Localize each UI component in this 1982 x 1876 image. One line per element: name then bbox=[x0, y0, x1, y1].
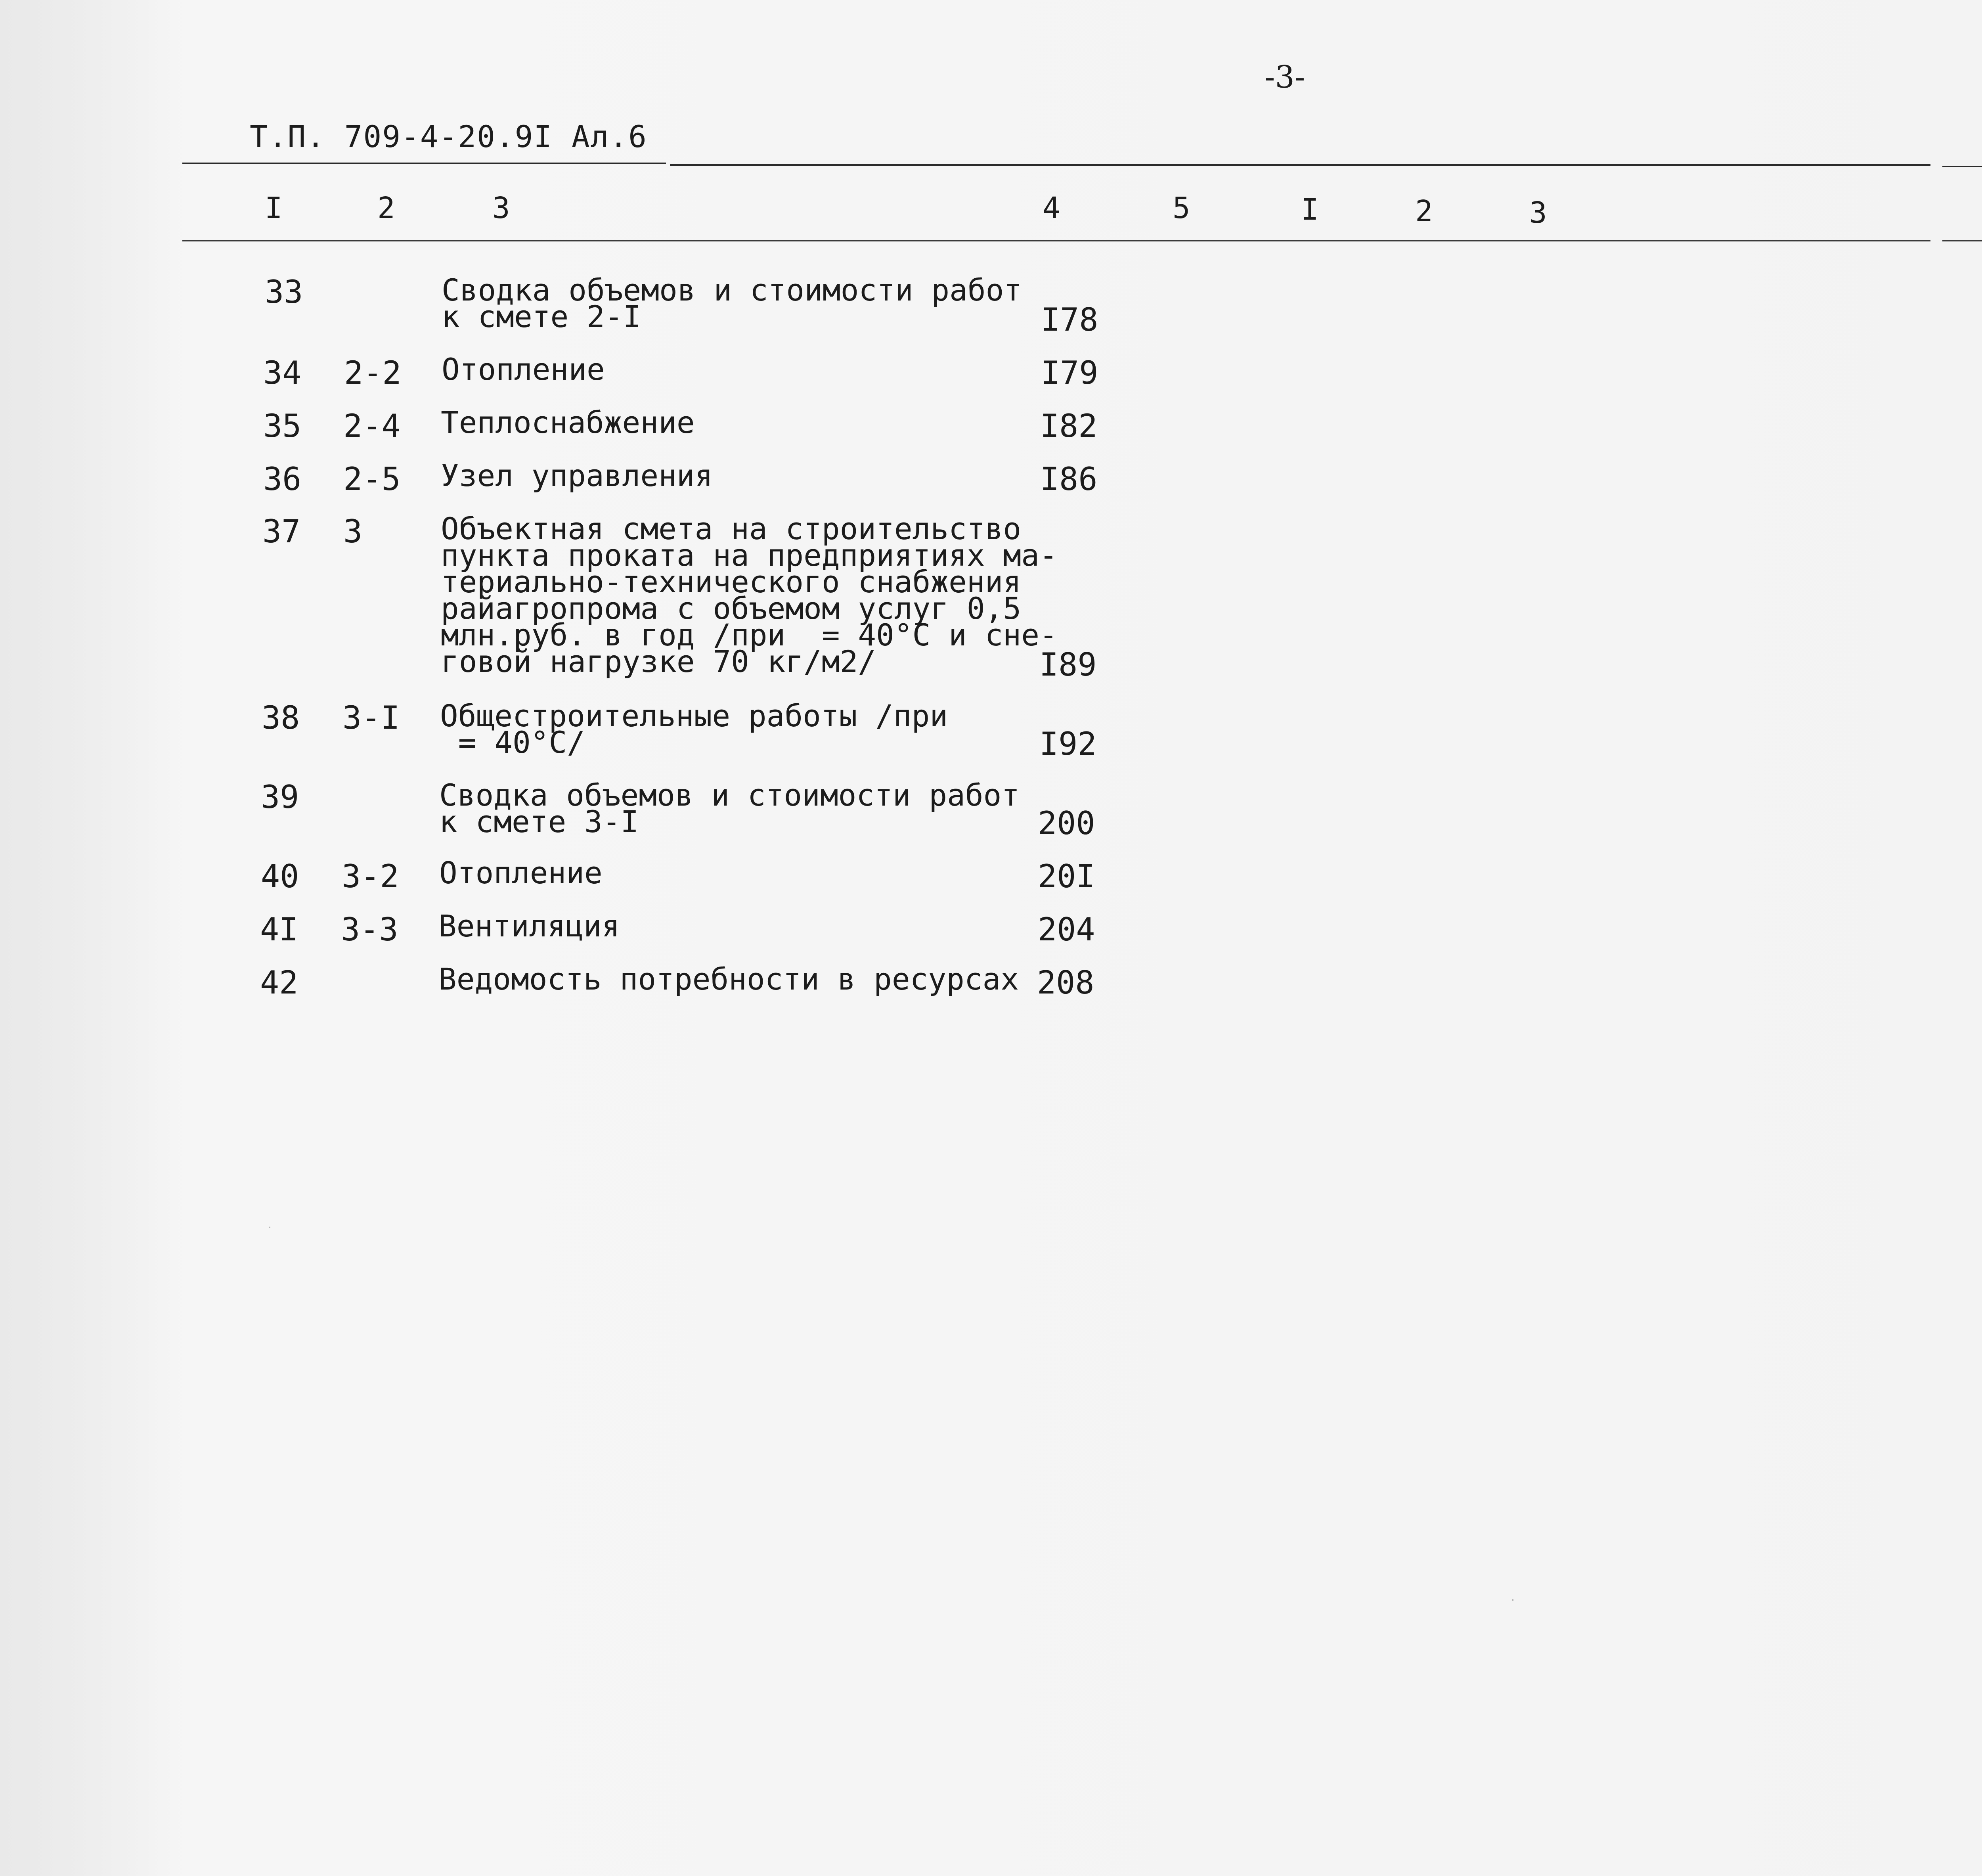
row-38-page: I92 bbox=[1039, 726, 1097, 762]
row-35-code: 2-4 bbox=[343, 408, 401, 444]
row-34-code: 2-2 bbox=[344, 354, 402, 391]
scan-speck bbox=[1512, 1599, 1513, 1601]
row-40-code: 3-2 bbox=[342, 858, 399, 895]
row-34-title: Отопление bbox=[442, 352, 605, 387]
row-38-code: 3-I bbox=[342, 699, 400, 736]
row-40-title: Отопление bbox=[439, 855, 603, 890]
col-header-right-3: 3 bbox=[1529, 196, 1547, 230]
row-35-title: Теплоснабжение bbox=[441, 405, 695, 440]
page-number: -3- bbox=[1265, 59, 1305, 95]
row-41-page: 204 bbox=[1038, 911, 1095, 948]
document-reference: Т.П. 709-4-20.9I Ал.6 bbox=[250, 119, 647, 154]
columns-rule-left bbox=[182, 240, 1930, 241]
row-34-page: I79 bbox=[1041, 354, 1098, 391]
col-header-1: I bbox=[265, 191, 283, 225]
row-41-number: 4I bbox=[260, 911, 298, 948]
columns-rule-right bbox=[1942, 240, 1982, 241]
row-41-code: 3-3 bbox=[341, 911, 398, 948]
row-40-page: 20I bbox=[1038, 858, 1095, 895]
scan-speck bbox=[269, 1227, 270, 1228]
col-header-right-2: 2 bbox=[1415, 194, 1433, 228]
col-header-2: 2 bbox=[377, 191, 395, 225]
row-37-page: I89 bbox=[1039, 646, 1097, 683]
row-42-number: 42 bbox=[260, 964, 298, 1001]
row-36-title: Узел управления bbox=[441, 458, 713, 493]
row-33-number: 33 bbox=[265, 274, 303, 310]
row-36-number: 36 bbox=[263, 461, 302, 498]
scan-shadow bbox=[0, 0, 174, 1876]
row-39-page: 200 bbox=[1038, 805, 1095, 842]
row-42-title: Ведомость потребности в ресурсах bbox=[438, 961, 1019, 997]
row-36-page: I86 bbox=[1040, 461, 1098, 498]
row-40-number: 40 bbox=[261, 858, 299, 895]
row-37-code: 3 bbox=[343, 513, 363, 550]
row-42-page: 208 bbox=[1037, 964, 1094, 1001]
row-39-title: Сводка объемов и стоимости работ к смете 3-I bbox=[439, 777, 1020, 839]
col-header-right-1: I bbox=[1301, 193, 1319, 227]
row-34-number: 34 bbox=[263, 354, 302, 391]
header-rule-right bbox=[1942, 166, 1982, 167]
col-header-3: 3 bbox=[492, 191, 510, 225]
row-36-code: 2-5 bbox=[343, 461, 401, 498]
row-33-page: I78 bbox=[1041, 301, 1098, 338]
row-39-number: 39 bbox=[261, 779, 299, 815]
header-rule-middle bbox=[670, 164, 1930, 166]
row-37-number: 37 bbox=[262, 513, 301, 550]
col-header-4: 4 bbox=[1043, 191, 1060, 225]
row-38-number: 38 bbox=[262, 699, 300, 736]
header-rule-left bbox=[182, 163, 666, 164]
row-35-page: I82 bbox=[1040, 408, 1098, 444]
col-header-5: 5 bbox=[1173, 191, 1190, 225]
row-33-title: Сводка объемов и стоимости работ к смете 2-I bbox=[442, 272, 1022, 334]
row-35-number: 35 bbox=[263, 408, 302, 444]
row-41-title: Вентиляция bbox=[438, 908, 620, 944]
row-37-title: Объектная смета на строительство пункта проката на предприятиях ма- териально-технического снабжения райагропрома с объемом услуг 0,5 млн.руб. в год /при = 40°С и сне- говой нагрузке 70 кг/м2/ bbox=[441, 511, 1058, 679]
row-38-title: Общестроительные работы /при = 40°С/ bbox=[440, 698, 948, 760]
